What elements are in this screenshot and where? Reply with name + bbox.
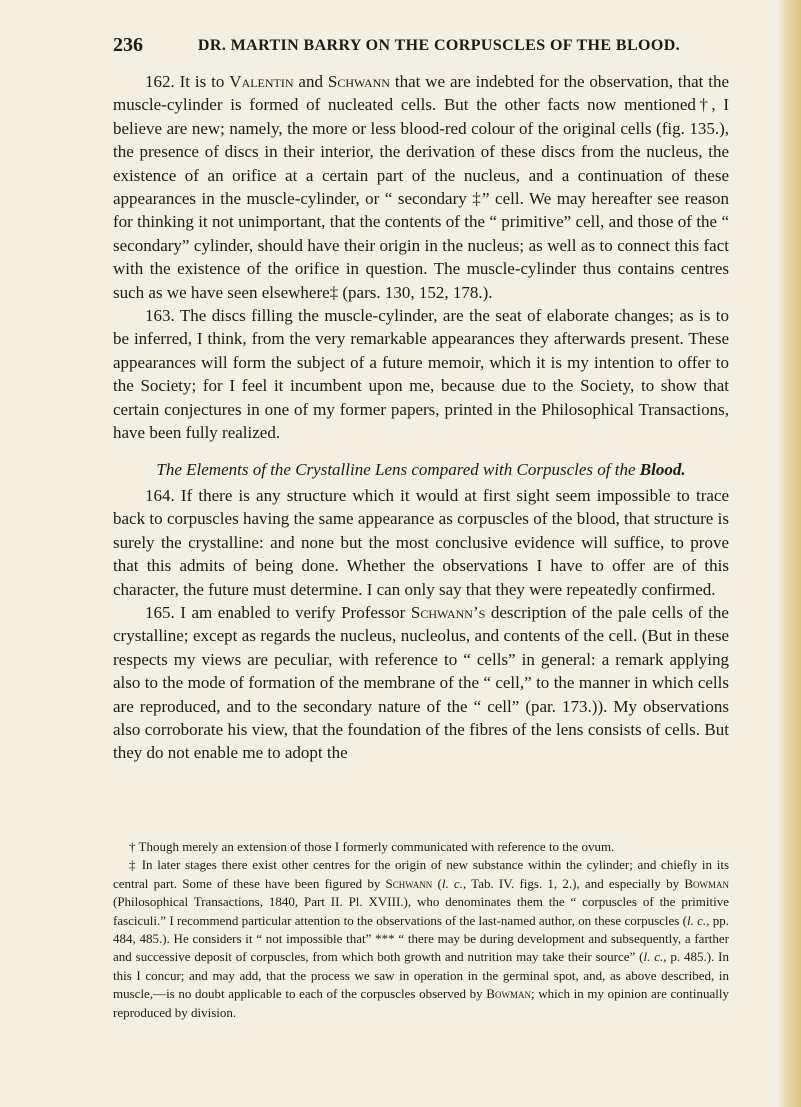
running-head: DR. MARTIN BARRY ON THE CORPUSCLES OF THE BLOOD. xyxy=(197,37,681,54)
page-number: 236 xyxy=(113,34,143,56)
body-text xyxy=(113,70,729,765)
paragraph-164: 164. If there is any structure which it would at first sight seem impossible to trace back to corpuscles having the same appearance as corpuscles of the blood, that structure is surely the crystalline: and none but the most conclusive evidence will suffice, to prove that this admits of being done. Whether the observations I have to offer are of this character, the future must determine. I can only say that they were repeatedly confirmed. xyxy=(113,485,729,599)
footnotes xyxy=(113,838,729,1022)
page-edge xyxy=(779,0,801,1107)
author-name: Valentin xyxy=(229,72,294,91)
footnote-dagger: † Though merely an extension of those I formerly communicated with reference to the ovum. xyxy=(129,839,615,854)
author-name: Schwann xyxy=(385,875,433,891)
paragraph-162: 162. It is to Valentin and Schwann that we are indebted for the observation, that the muscle-cylinder is formed of nucleated cells. But the other facts now mentioned†, I believe are new; namely, the more or less blood-red colour of the original cells (fig. 135.), the presence of discs in their interior, the derivation of these discs from the nucleus, the existence of an orifice at a certain part of the nucleus, and a continuation of these appearances in the muscle-cylinder, or “ secondary ‡” cell. We may hereafter see reason for thinking it not unimportant, that the contents of the “ primitive” cell, and those of the “ secondary” cylinder, should have their origin in the nucleus; as well as to connect this fact with the existence of the orifice in question. The muscle-cylinder thus contains centres such as we have seen elsewhere‡ (pars. 130, 152, 178.). xyxy=(113,72,729,302)
author-name: Bowman xyxy=(486,986,531,1002)
author-name: Schwann xyxy=(327,72,390,91)
paragraph-165: 165. I am enabled to verify Professor Schwann’s description of the pale cells of the crystalline; except as regards the nucleus, nucleolus, and contents of the cell. (But in these respects my views are peculiar, with reference to “ cells” in general: a remark applying also to the mode of formation of the membrane of the “ cell,” to the manner in which cells are reproduced, and to the secondary nature of the “ cell” (par. 173.)). My observations also corroborate his view, that the foundation of the fibres of the lens consists of cells. But they do not enable me to adopt the xyxy=(113,602,729,763)
section-heading: The Elements of the Crystalline Lens compared with Corpuscles of the Blood. xyxy=(156,459,686,479)
footnote-double-dagger: ‡ In later stages there exist other centres for the origin of new substance within the cylinder; and chiefly in its central part. Some of these have been figured by Schwann (l. c., Tab. IV. figs. 1, 2.), and especially by Bowman (Philosophical Transactions, 1840, Part II. Pl. XVIII.), who denominates them the “ corpuscles of the primitive fasciculi.” I recommend particular attention to the observations of the last-named author, on these corpuscles (l. c., pp. 484, 485.). He considers it “ not impossible that” *** “ there may be during development and subsequently, a farther and successive deposit of corpuscles, from which both growth and nutrition may take their source” (l. c., p. 485.). In this I concur; and may add, that the process we saw in operation in the germinal spot, and, as above described, in muscle,—is no doubt applicable to each of the corpuscles observed by Bowman; which in my opinion are continually reproduced by division. xyxy=(113,857,729,1020)
paragraph-number: 162. xyxy=(145,72,175,91)
page-header xyxy=(113,34,725,58)
author-name: Schwann’s xyxy=(410,602,486,622)
paragraph-163: 163. The discs filling the muscle-cylinder, are the seat of elaborate changes; as is to be inferred, I think, from the very remarkable appearances they afterwards present. These appearances will form the subject of a future memoir, which it is my intention to offer to the Society; for I feel it incumbent upon me, because due to the Society, to show that certain conjectures in one of my former papers, printed in the Philosophical Transactions, have been fully realized. xyxy=(113,306,729,443)
author-name: Bowman xyxy=(684,875,729,891)
